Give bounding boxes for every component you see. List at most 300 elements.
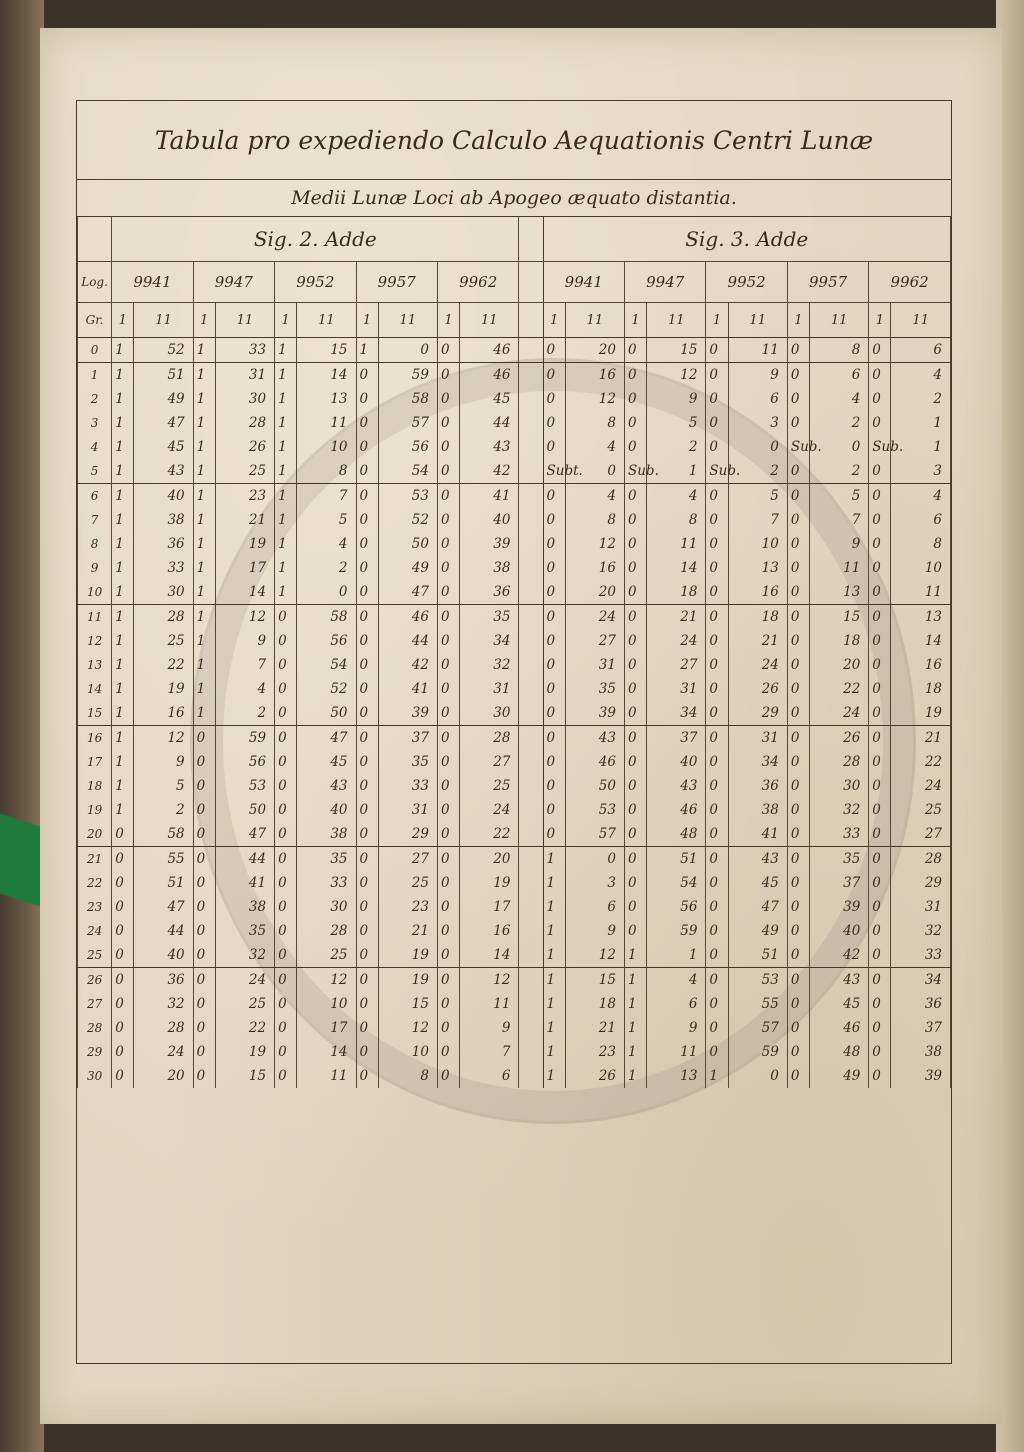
center-gutter: [519, 1016, 543, 1040]
value-degrees: 1: [275, 484, 297, 509]
value-minutes: 57: [728, 1016, 787, 1040]
value-minutes: 47: [297, 726, 356, 751]
value-degrees: 0: [193, 968, 215, 993]
degree-cell: 25: [78, 943, 112, 968]
value-degrees: 0: [624, 750, 646, 774]
value-minutes: 46: [460, 363, 519, 388]
value-minutes: 1: [647, 459, 706, 484]
center-gutter: [519, 217, 543, 262]
value-minutes: 54: [647, 871, 706, 895]
value-degrees: 0: [356, 387, 378, 411]
value-minutes: 0: [728, 435, 787, 459]
unit-minutes: 11: [460, 303, 519, 338]
value-minutes: 43: [647, 774, 706, 798]
value-minutes: 21: [647, 605, 706, 630]
value-minutes: 51: [728, 943, 787, 968]
value-minutes: 20: [460, 847, 519, 872]
value-minutes: 27: [565, 629, 624, 653]
value-degrees: 0: [706, 726, 728, 751]
value-minutes: 26: [565, 1064, 624, 1088]
value-degrees: 0: [112, 1016, 134, 1040]
value-degrees: Sub.: [787, 435, 809, 459]
value-minutes: 48: [647, 822, 706, 847]
center-gutter: [519, 871, 543, 895]
degree-cell: 14: [78, 677, 112, 701]
table-row: [78, 992, 951, 1016]
value-degrees: 0: [624, 605, 646, 630]
value-minutes: 4: [647, 484, 706, 509]
value-minutes: 12: [647, 363, 706, 388]
degree-cell: 16: [78, 726, 112, 751]
value-degrees: 1: [193, 338, 215, 363]
value-minutes: 33: [215, 338, 274, 363]
value-degrees: 0: [869, 387, 891, 411]
value-minutes: 43: [728, 847, 787, 872]
value-degrees: 0: [869, 363, 891, 388]
value-minutes: 22: [134, 653, 193, 677]
value-minutes: 31: [460, 677, 519, 701]
corner-log-label: Log.: [78, 262, 112, 303]
column-header: 9952: [706, 262, 787, 303]
value-degrees: 0: [193, 798, 215, 822]
value-degrees: 0: [437, 653, 459, 677]
value-minutes: 25: [134, 629, 193, 653]
table-row: [78, 943, 951, 968]
value-minutes: 28: [891, 847, 951, 872]
value-minutes: 8: [297, 459, 356, 484]
value-degrees: 1: [543, 1016, 565, 1040]
value-degrees: 0: [624, 871, 646, 895]
value-degrees: 0: [787, 1040, 809, 1064]
value-minutes: 52: [134, 338, 193, 363]
value-minutes: 49: [378, 556, 437, 580]
column-header: 9962: [437, 262, 518, 303]
value-minutes: 4: [647, 968, 706, 993]
value-minutes: 35: [215, 919, 274, 943]
value-degrees: 1: [193, 435, 215, 459]
table-row: [78, 726, 951, 751]
value-degrees: 0: [275, 701, 297, 726]
value-minutes: 5: [297, 508, 356, 532]
sign-group-row: [78, 217, 951, 262]
unit-degrees: 1: [787, 303, 809, 338]
value-minutes: 19: [134, 677, 193, 701]
value-degrees: 0: [356, 629, 378, 653]
value-degrees: 0: [624, 411, 646, 435]
value-minutes: 25: [215, 992, 274, 1016]
degree-cell: 7: [78, 508, 112, 532]
value-degrees: 0: [275, 798, 297, 822]
value-minutes: 40: [460, 508, 519, 532]
value-degrees: 0: [437, 677, 459, 701]
value-minutes: 2: [809, 459, 868, 484]
value-degrees: 0: [437, 895, 459, 919]
value-minutes: 53: [378, 484, 437, 509]
value-minutes: 41: [378, 677, 437, 701]
value-degrees: 1: [193, 629, 215, 653]
table-row: [78, 387, 951, 411]
value-minutes: 47: [728, 895, 787, 919]
center-gutter: [519, 750, 543, 774]
value-degrees: 0: [787, 677, 809, 701]
value-degrees: 1: [112, 532, 134, 556]
value-minutes: 14: [891, 629, 951, 653]
value-minutes: 9: [809, 532, 868, 556]
value-minutes: 53: [565, 798, 624, 822]
value-minutes: 24: [647, 629, 706, 653]
value-minutes: 10: [891, 556, 951, 580]
value-degrees: 0: [787, 338, 809, 363]
value-minutes: 35: [565, 677, 624, 701]
value-minutes: 15: [297, 338, 356, 363]
value-degrees: 0: [543, 822, 565, 847]
value-minutes: 41: [728, 822, 787, 847]
center-gutter: [519, 653, 543, 677]
value-degrees: 0: [624, 629, 646, 653]
value-degrees: 1: [193, 653, 215, 677]
center-gutter: [519, 484, 543, 509]
value-minutes: 26: [809, 726, 868, 751]
value-minutes: 17: [460, 895, 519, 919]
value-minutes: 43: [134, 459, 193, 484]
value-minutes: 7: [460, 1040, 519, 1064]
value-degrees: 1: [193, 556, 215, 580]
value-degrees: 1: [543, 1040, 565, 1064]
value-degrees: 1: [275, 363, 297, 388]
column-header: 9947: [193, 262, 274, 303]
value-degrees: 0: [624, 677, 646, 701]
value-minutes: 40: [647, 750, 706, 774]
value-degrees: 0: [624, 532, 646, 556]
value-degrees: 1: [112, 701, 134, 726]
value-degrees: 0: [356, 556, 378, 580]
value-minutes: 31: [378, 798, 437, 822]
value-degrees: 0: [356, 459, 378, 484]
value-minutes: 54: [378, 459, 437, 484]
value-minutes: 0: [378, 338, 437, 363]
value-degrees: 0: [869, 750, 891, 774]
value-minutes: 13: [647, 1064, 706, 1088]
value-minutes: 31: [215, 363, 274, 388]
value-minutes: 8: [378, 1064, 437, 1088]
value-minutes: 21: [378, 919, 437, 943]
value-degrees: 0: [869, 556, 891, 580]
value-degrees: 0: [869, 1064, 891, 1088]
value-minutes: 14: [215, 580, 274, 605]
table-row: [78, 895, 951, 919]
value-minutes: 27: [647, 653, 706, 677]
value-minutes: 37: [891, 1016, 951, 1040]
table-row: [78, 411, 951, 435]
value-minutes: 4: [297, 532, 356, 556]
value-minutes: 45: [297, 750, 356, 774]
degree-cell: 19: [78, 798, 112, 822]
value-minutes: 35: [460, 605, 519, 630]
value-minutes: 19: [378, 968, 437, 993]
unit-minutes: 11: [297, 303, 356, 338]
center-gutter: [519, 303, 543, 338]
center-gutter: [519, 338, 543, 363]
value-degrees: 1: [275, 459, 297, 484]
value-minutes: 53: [215, 774, 274, 798]
value-degrees: 0: [624, 822, 646, 847]
value-minutes: 8: [565, 508, 624, 532]
value-minutes: 24: [809, 701, 868, 726]
value-minutes: 14: [297, 1040, 356, 1064]
value-minutes: 11: [728, 338, 787, 363]
center-gutter: [519, 508, 543, 532]
value-degrees: 0: [706, 435, 728, 459]
value-minutes: 34: [728, 750, 787, 774]
value-degrees: 0: [869, 968, 891, 993]
value-degrees: 1: [112, 508, 134, 532]
corner-blank: [78, 217, 112, 262]
value-degrees: 0: [112, 968, 134, 993]
value-degrees: 0: [787, 1064, 809, 1088]
value-minutes: 18: [728, 605, 787, 630]
value-degrees: 0: [787, 629, 809, 653]
value-minutes: 58: [134, 822, 193, 847]
column-header: 9957: [787, 262, 868, 303]
unit-degrees: 1: [112, 303, 134, 338]
value-degrees: 0: [624, 726, 646, 751]
value-degrees: 1: [275, 556, 297, 580]
value-degrees: 1: [193, 411, 215, 435]
value-minutes: 21: [728, 629, 787, 653]
value-minutes: 13: [728, 556, 787, 580]
value-minutes: 43: [297, 774, 356, 798]
value-degrees: 0: [543, 605, 565, 630]
value-minutes: 12: [460, 968, 519, 993]
value-minutes: 55: [134, 847, 193, 872]
value-minutes: 27: [891, 822, 951, 847]
value-minutes: 17: [297, 1016, 356, 1040]
value-degrees: 0: [869, 798, 891, 822]
value-minutes: 7: [809, 508, 868, 532]
value-degrees: 0: [706, 774, 728, 798]
value-degrees: 0: [869, 459, 891, 484]
value-degrees: 0: [193, 1040, 215, 1064]
value-degrees: 1: [275, 338, 297, 363]
value-minutes: 23: [565, 1040, 624, 1064]
value-minutes: 39: [565, 701, 624, 726]
value-degrees: 0: [787, 556, 809, 580]
value-minutes: 16: [460, 919, 519, 943]
value-minutes: 32: [460, 653, 519, 677]
value-degrees: 0: [437, 943, 459, 968]
value-degrees: 0: [787, 532, 809, 556]
column-header-row: [78, 262, 951, 303]
value-minutes: 12: [565, 387, 624, 411]
value-minutes: 33: [134, 556, 193, 580]
value-degrees: 0: [437, 459, 459, 484]
value-degrees: 0: [356, 605, 378, 630]
value-degrees: 0: [437, 605, 459, 630]
value-degrees: 0: [437, 1040, 459, 1064]
value-degrees: 0: [787, 943, 809, 968]
value-minutes: 6: [460, 1064, 519, 1088]
center-gutter: [519, 919, 543, 943]
value-degrees: 1: [193, 532, 215, 556]
value-degrees: 1: [193, 508, 215, 532]
value-degrees: 0: [869, 629, 891, 653]
value-minutes: 32: [809, 798, 868, 822]
value-minutes: 21: [565, 1016, 624, 1040]
unit-minutes: 11: [134, 303, 193, 338]
value-minutes: 51: [134, 871, 193, 895]
value-degrees: 0: [624, 435, 646, 459]
value-degrees: 0: [437, 798, 459, 822]
value-minutes: 47: [378, 580, 437, 605]
bookmark-ribbon: [0, 814, 40, 907]
value-degrees: 0: [787, 895, 809, 919]
value-minutes: 9: [565, 919, 624, 943]
value-minutes: 3: [891, 459, 951, 484]
value-minutes: 21: [215, 508, 274, 532]
value-minutes: 33: [378, 774, 437, 798]
table-row: [78, 1040, 951, 1064]
value-degrees: 0: [706, 484, 728, 509]
value-degrees: 0: [356, 726, 378, 751]
value-degrees: 0: [112, 919, 134, 943]
value-minutes: 13: [891, 605, 951, 630]
degree-cell: 5: [78, 459, 112, 484]
value-minutes: 55: [728, 992, 787, 1016]
value-degrees: 0: [356, 677, 378, 701]
value-degrees: 1: [193, 484, 215, 509]
value-minutes: 8: [891, 532, 951, 556]
value-minutes: 40: [134, 943, 193, 968]
value-minutes: 38: [460, 556, 519, 580]
value-minutes: 23: [215, 484, 274, 509]
value-degrees: 0: [869, 943, 891, 968]
center-gutter: [519, 1040, 543, 1064]
value-minutes: 16: [565, 363, 624, 388]
value-degrees: 0: [112, 943, 134, 968]
value-minutes: 15: [215, 1064, 274, 1088]
value-degrees: 0: [706, 847, 728, 872]
value-minutes: 56: [647, 895, 706, 919]
degree-cell: 17: [78, 750, 112, 774]
value-minutes: 40: [134, 484, 193, 509]
value-degrees: 0: [624, 508, 646, 532]
table-row: [78, 580, 951, 605]
value-minutes: 31: [647, 677, 706, 701]
value-minutes: 6: [809, 363, 868, 388]
value-minutes: 41: [460, 484, 519, 509]
value-minutes: 41: [215, 871, 274, 895]
value-degrees: 1: [275, 387, 297, 411]
value-degrees: 0: [356, 774, 378, 798]
degree-cell: 8: [78, 532, 112, 556]
center-gutter: [519, 822, 543, 847]
value-minutes: 2: [809, 411, 868, 435]
value-minutes: 31: [565, 653, 624, 677]
value-degrees: 0: [437, 919, 459, 943]
value-degrees: Subt.: [543, 459, 565, 484]
value-degrees: 0: [356, 653, 378, 677]
value-degrees: 0: [624, 363, 646, 388]
value-minutes: 1: [891, 411, 951, 435]
value-degrees: 0: [275, 774, 297, 798]
value-degrees: 0: [275, 847, 297, 872]
degree-cell: 4: [78, 435, 112, 459]
degree-cell: 6: [78, 484, 112, 509]
value-minutes: 59: [647, 919, 706, 943]
value-minutes: 15: [809, 605, 868, 630]
value-degrees: 0: [869, 338, 891, 363]
value-degrees: 1: [112, 363, 134, 388]
table-row: [78, 508, 951, 532]
value-degrees: 0: [437, 968, 459, 993]
degree-cell: 30: [78, 1064, 112, 1088]
value-minutes: 4: [891, 363, 951, 388]
value-minutes: 24: [728, 653, 787, 677]
value-minutes: 9: [134, 750, 193, 774]
degree-cell: 10: [78, 580, 112, 605]
value-degrees: 0: [706, 968, 728, 993]
value-degrees: 0: [193, 943, 215, 968]
value-degrees: 0: [543, 556, 565, 580]
unit-minutes: 11: [728, 303, 787, 338]
value-minutes: 12: [378, 1016, 437, 1040]
value-minutes: 22: [460, 822, 519, 847]
value-degrees: 0: [275, 895, 297, 919]
value-degrees: 0: [543, 435, 565, 459]
value-minutes: 4: [215, 677, 274, 701]
value-degrees: 1: [112, 484, 134, 509]
value-degrees: 0: [706, 508, 728, 532]
value-degrees: 1: [112, 556, 134, 580]
value-degrees: 0: [543, 629, 565, 653]
value-minutes: 11: [891, 580, 951, 605]
column-header: 9941: [543, 262, 624, 303]
value-minutes: 35: [809, 847, 868, 872]
value-degrees: 0: [787, 363, 809, 388]
value-degrees: 0: [356, 435, 378, 459]
value-minutes: 33: [891, 943, 951, 968]
value-minutes: 58: [297, 605, 356, 630]
center-gutter: [519, 605, 543, 630]
value-minutes: 11: [460, 992, 519, 1016]
value-degrees: 0: [787, 605, 809, 630]
value-minutes: 38: [891, 1040, 951, 1064]
degree-cell: 21: [78, 847, 112, 872]
value-degrees: 1: [193, 677, 215, 701]
value-minutes: 2: [134, 798, 193, 822]
value-minutes: 37: [647, 726, 706, 751]
value-degrees: 0: [193, 847, 215, 872]
value-minutes: 47: [134, 411, 193, 435]
value-minutes: 10: [297, 992, 356, 1016]
value-degrees: 0: [112, 1064, 134, 1088]
value-degrees: 0: [275, 992, 297, 1016]
value-degrees: 0: [437, 435, 459, 459]
value-minutes: 8: [647, 508, 706, 532]
value-degrees: 0: [193, 750, 215, 774]
value-degrees: 0: [624, 798, 646, 822]
value-minutes: 58: [378, 387, 437, 411]
unit-degrees: 1: [624, 303, 646, 338]
value-minutes: 3: [728, 411, 787, 435]
value-degrees: 1: [624, 1016, 646, 1040]
value-degrees: 0: [437, 750, 459, 774]
value-degrees: 0: [869, 822, 891, 847]
value-degrees: 0: [356, 363, 378, 388]
center-gutter: [519, 847, 543, 872]
value-minutes: 7: [297, 484, 356, 509]
value-degrees: 1: [624, 1064, 646, 1088]
